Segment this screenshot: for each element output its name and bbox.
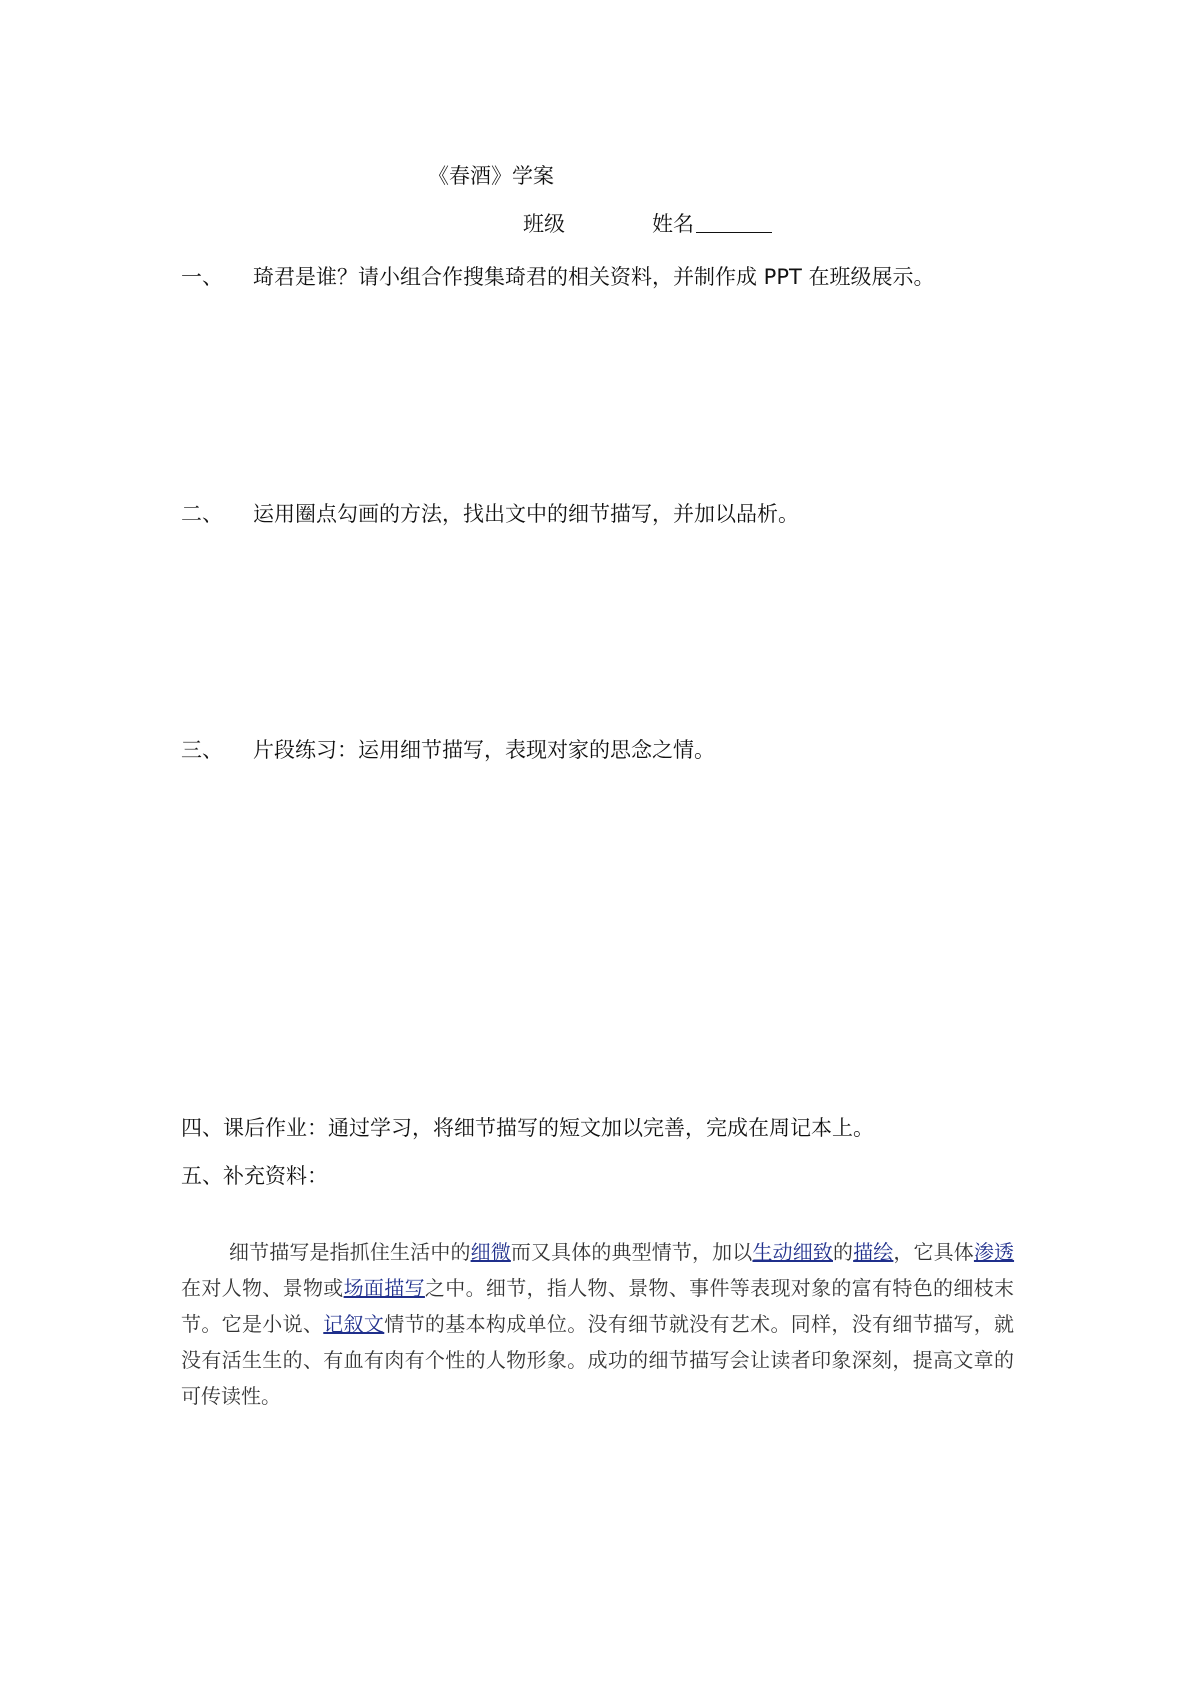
link-ximei[interactable]: 细微 (470, 1240, 511, 1264)
page-title: 《春酒》学案 (428, 164, 554, 188)
text-run: ，它具体 (893, 1240, 974, 1264)
question-number: 一、 (181, 265, 223, 289)
text-run: 在对人物、景物或 (181, 1276, 344, 1300)
text-run: 而又具体的典型情节，加以 (510, 1240, 753, 1264)
text-run: 细节描写是指抓住生活中的 (229, 1240, 471, 1264)
name-label: 姓名 (652, 212, 694, 236)
question-number: 三、 (181, 738, 223, 762)
link-changmian-miaoxie[interactable]: 场面描写 (343, 1276, 425, 1300)
link-miaohui[interactable]: 描绘 (853, 1240, 894, 1264)
class-label: 班级 (523, 212, 565, 236)
text-run: 的 (832, 1240, 854, 1264)
question-text: 片段练习：运用细节描写，表现对家的思念之情。 (253, 738, 715, 762)
text-run: 之中。细节，指人物、景物、事件等表现对象的富有特色的细枝末节。它是小说、 (181, 1276, 1015, 1336)
supplement-heading: 五、补充资料： (181, 1164, 328, 1188)
question-text: 琦君是谁？请小组合作搜集琦君的相关资料，并制作成 PPT 在班级展示。 (253, 265, 935, 289)
link-shengdong-xizhi[interactable]: 生动细致 (752, 1240, 833, 1264)
text-run: 情节的基本构成单位。没有细节就没有艺术。同样，没有细节描写，就没有活生生的、有血有肉有个性的人物形象。成功的细节描写会让读者印象深刻，提高文章的可传读性。 (181, 1312, 1015, 1408)
link-shentou[interactable]: 渗透 (973, 1240, 1015, 1264)
homework-item: 四、课后作业：通过学习，将细节描写的短文加以完善，完成在周记本上。 (181, 1116, 874, 1140)
name-blank-line (696, 232, 772, 233)
supplement-paragraph (181, 1234, 1014, 1414)
question-number: 二、 (181, 502, 223, 526)
question-text: 运用圈点勾画的方法，找出文中的细节描写，并加以品析。 (253, 502, 799, 526)
link-jixuwen[interactable]: 记叙文 (323, 1312, 385, 1336)
